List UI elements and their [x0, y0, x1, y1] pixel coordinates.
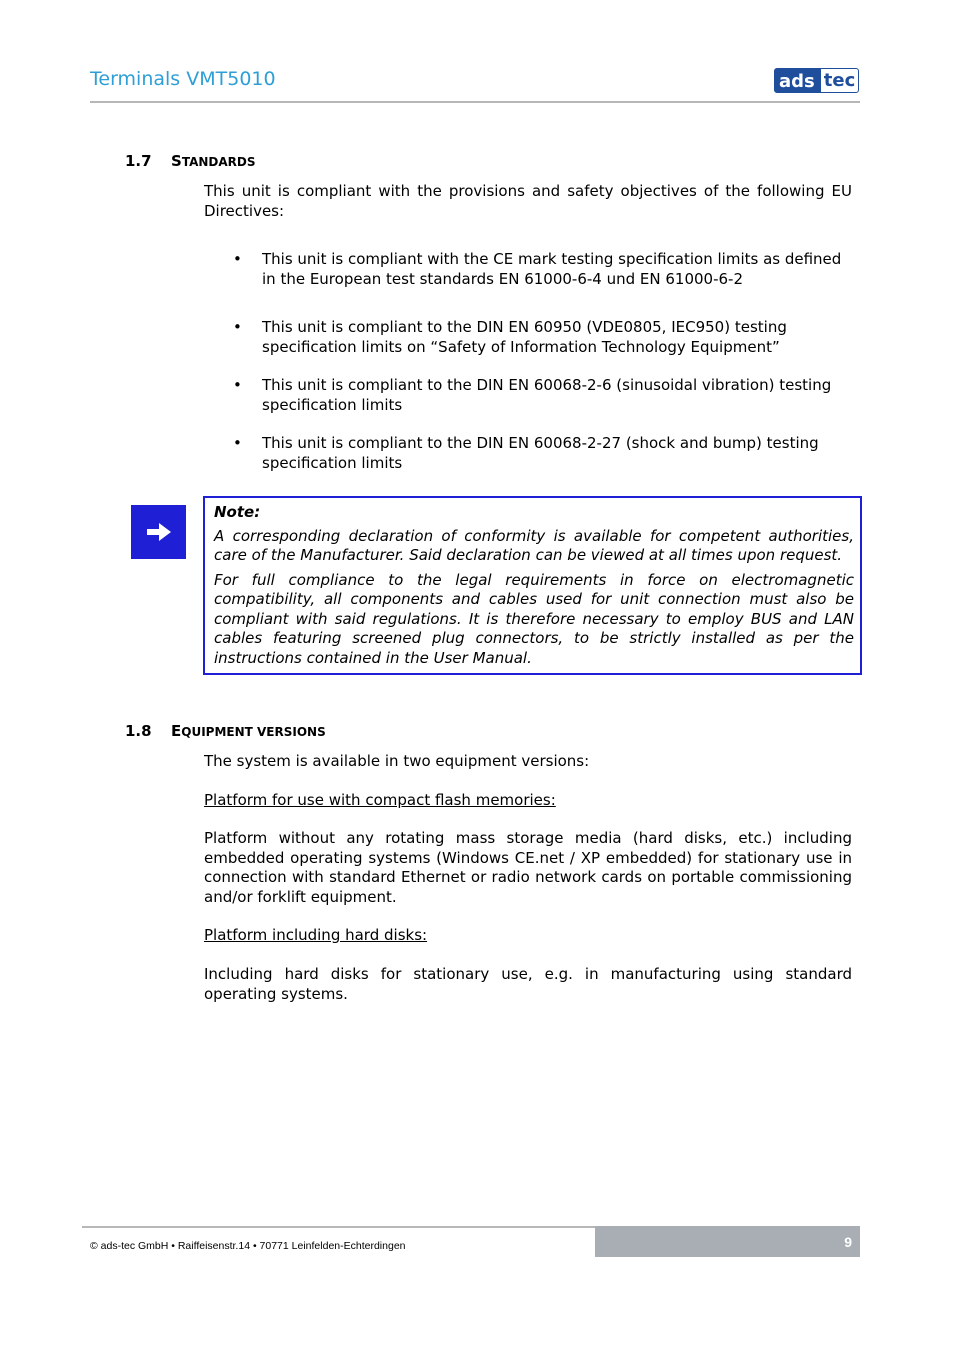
section-number: 1.7 [125, 152, 152, 170]
version-heading-text: Platform including hard disks: [204, 926, 428, 944]
version-heading-compact-flash [204, 791, 852, 811]
version-heading-text: Platform for use with compact flash memories: [204, 791, 556, 809]
equipment-intro: The system is available in two equipment versions: [204, 752, 590, 770]
bullet-icon: • [233, 318, 242, 336]
bullet-icon: • [233, 250, 242, 268]
document-title: Terminals VMT5010 [90, 68, 276, 90]
bullet-icon: • [233, 376, 242, 394]
version-description-hard-disks: Including hard disks for stationary use, e.g. in manufacturing using standard operating systems. [204, 965, 852, 1003]
section-heading-equipment-versions [125, 722, 326, 740]
arrow-right-icon-graphic [145, 520, 173, 544]
section-number: 1.8 [125, 722, 152, 740]
footer-address: © ads-tec GmbH • Raiffeisenstr.14 • 70771 Leinfelden-Echterdingen [90, 1240, 406, 1252]
section-title-initial: S [171, 152, 182, 170]
note-content [214, 503, 854, 673]
version-description-compact-flash: Platform without any rotating mass storage media (hard disks, etc.) including embedded operating systems (Windows CE.net / XP embedded) for stationary use in connection with standard Ethernet or radio network cards on portable commissioning and/or forklift equipment. [204, 829, 852, 906]
page-number: 9 [844, 1234, 852, 1250]
note-paragraph: For full compliance to the legal requirements in force on electromagnetic compatibility, all components and cables used for unit connection must also be compliant with said regulations. It is therefore necessary to employ BUS and LAN cables featuring screened plug connectors, to be strictly installed as per the instructions contained in the User Manual. [214, 570, 854, 667]
list-item-text: This unit is compliant to the DIN EN 60068-2-6 (sinusoidal vibration) testing specification limits [262, 376, 832, 414]
ads-tec-logo [774, 68, 859, 93]
list-item-text: This unit is compliant to the DIN EN 60950 (VDE0805, IEC950) testing specification limits on “Safety of Information Technology Equipment” [262, 318, 787, 356]
section-title-rest: QUIPMENT VERSIONS [181, 725, 326, 739]
bullet-icon: • [233, 434, 242, 452]
logo-part-ads: ads [774, 68, 820, 93]
footer-divider [82, 1226, 595, 1228]
version-heading-hard-disks [204, 926, 852, 946]
footer-page-box [595, 1226, 860, 1257]
arrow-right-icon [131, 505, 186, 559]
standards-intro: This unit is compliant with the provisions and safety objectives of the following EU Directives: [204, 182, 852, 220]
note-title: Note: [214, 503, 261, 521]
note-paragraph: A corresponding declaration of conformity is available for competent authorities, care of the Manufacturer. Said declaration can be viewed at all times upon request. [214, 526, 854, 564]
section-heading-standards [125, 152, 256, 170]
header-divider [90, 101, 860, 103]
section-title-rest: TANDARDS [181, 155, 256, 169]
section-title-initial: E [171, 722, 182, 740]
list-item-text: This unit is compliant to the DIN EN 60068-2-27 (shock and bump) testing specification limits [262, 434, 819, 472]
note-box [203, 496, 862, 675]
list-item-text: This unit is compliant with the CE mark testing specification limits as defined in the European test standards EN 61000-6-4 und EN 61000-6-2 [262, 250, 842, 288]
logo-part-tec: tec [820, 68, 859, 93]
